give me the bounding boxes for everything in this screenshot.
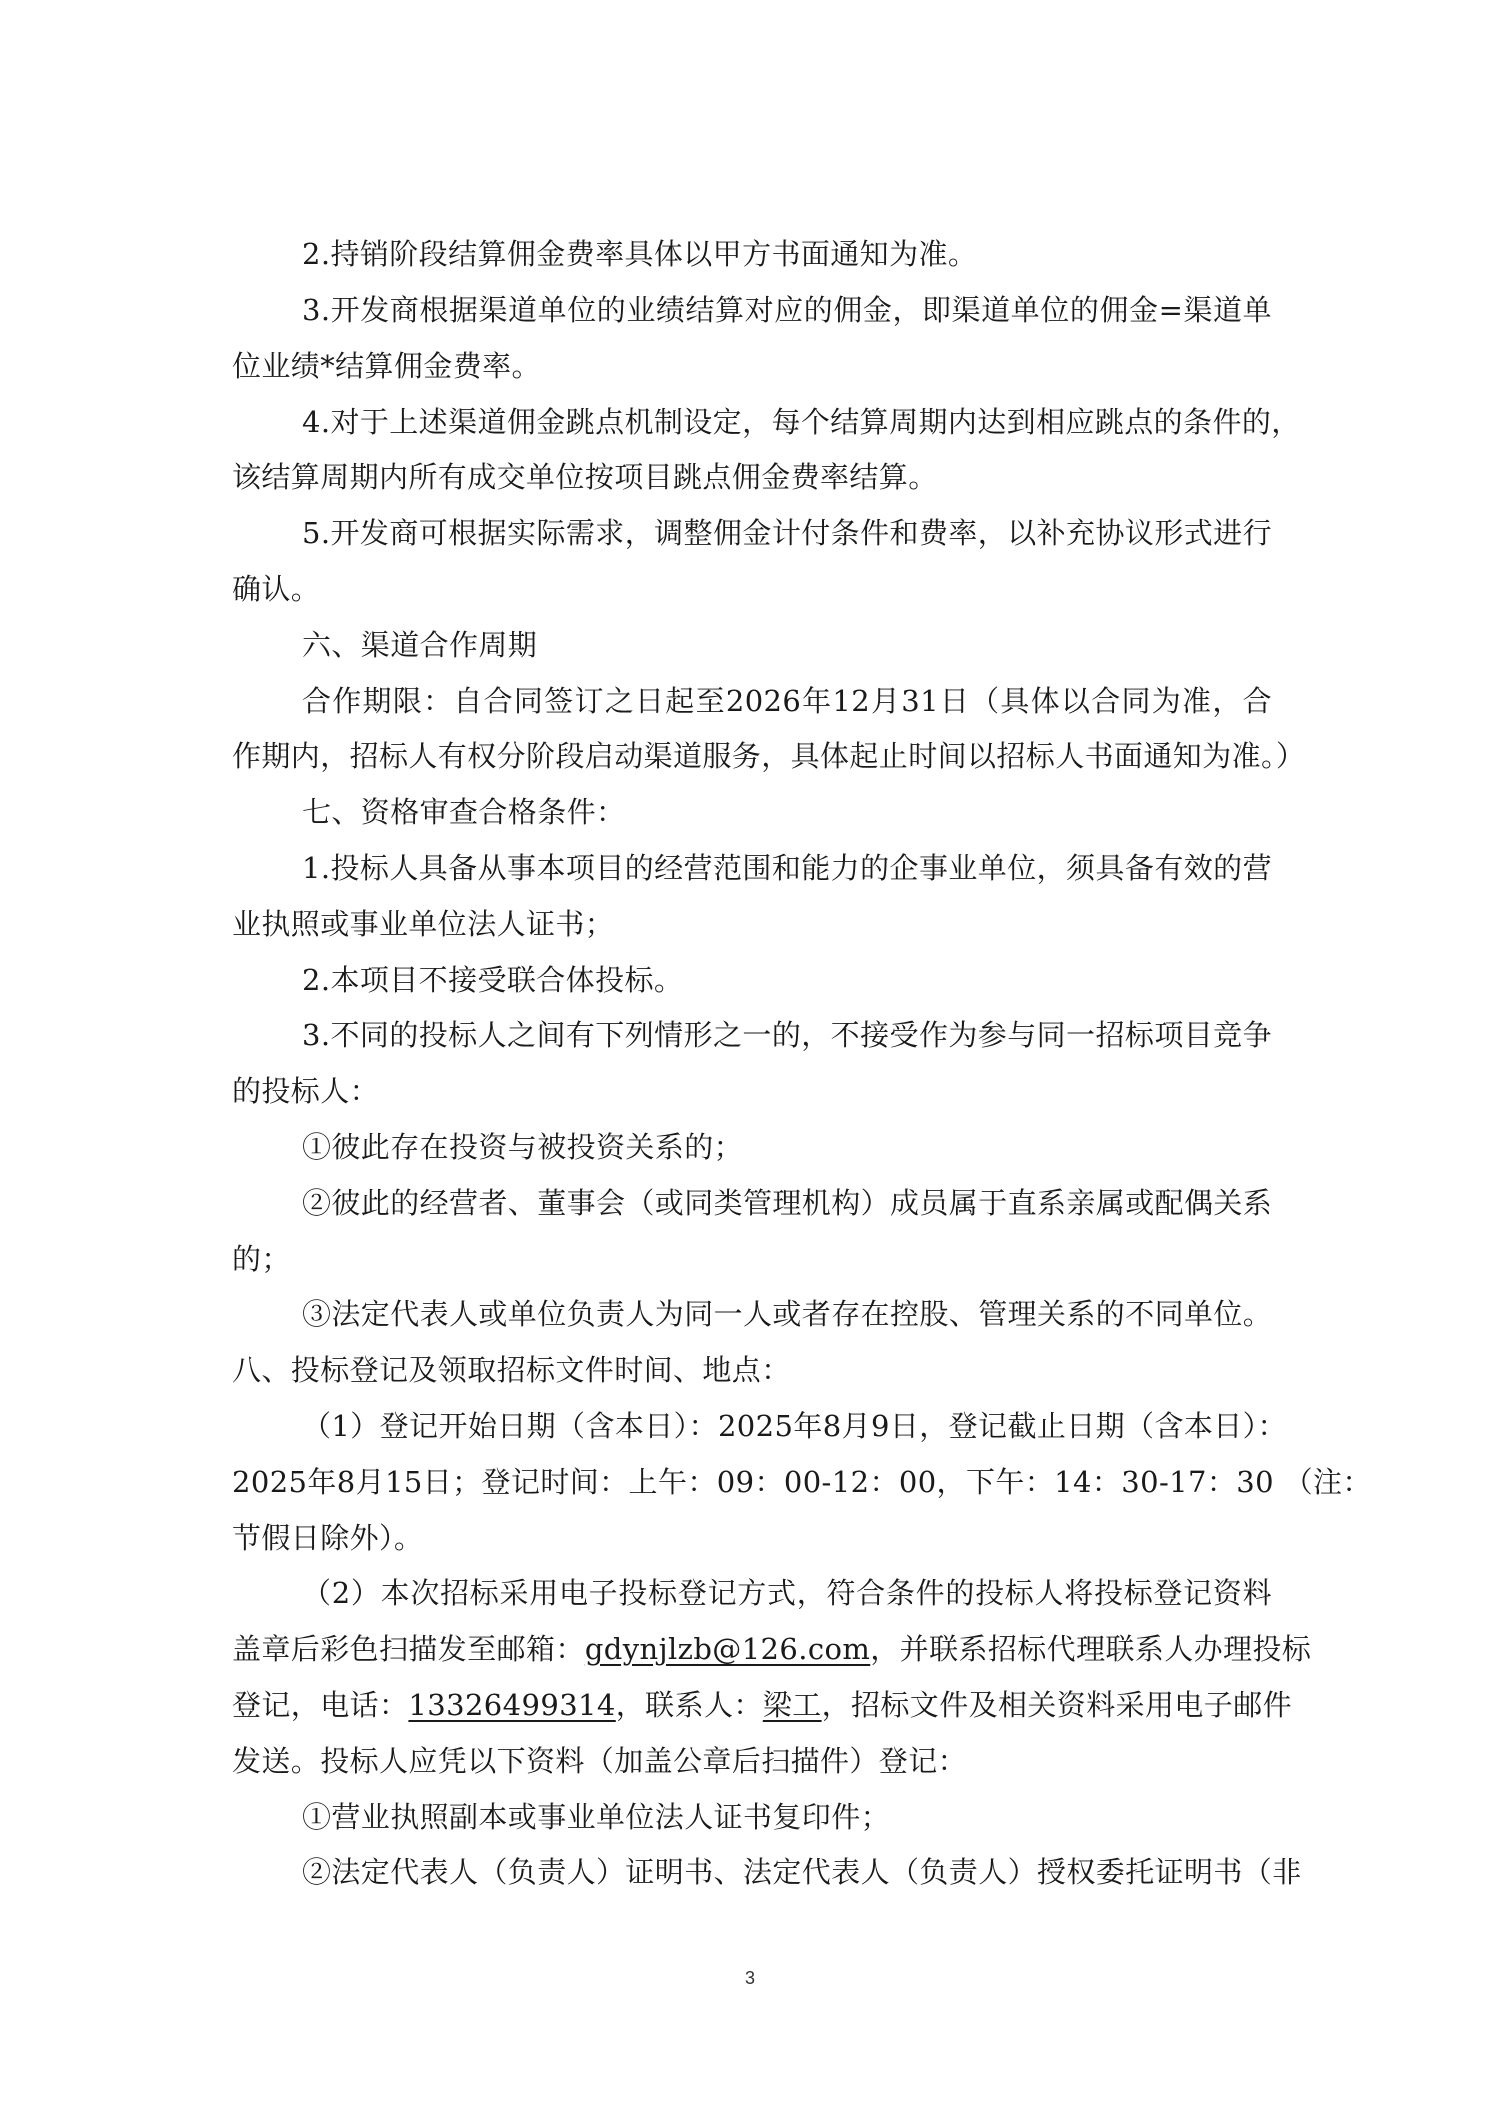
section-heading: 八、投标登记及领取招标文件时间、地点：: [232, 1353, 791, 1387]
paragraph-line: 节假日除外）。: [232, 1521, 424, 1555]
phone-number[interactable]: 13326499314: [408, 1688, 616, 1722]
contact-label: ，联系人：: [615, 1688, 763, 1722]
paragraph-line: 2025年8月15日；登记时间：上午：09：00-12：00，下午：14：30-17：30 （注：: [232, 1465, 1372, 1499]
paragraph-line: 3.开发商根据渠道单位的业绩结算对应的佣金，即渠道单位的佣金=渠道单: [302, 293, 1272, 327]
paragraph-line: 位业绩*结算佣金费率。: [232, 349, 541, 383]
list-item: ①彼此存在投资与被投资关系的；: [302, 1130, 744, 1164]
contact-email-line: [232, 1632, 1312, 1666]
email-suffix: ，并联系招标代理联系人办理投标: [870, 1632, 1312, 1666]
section-heading: 七、资格审查合格条件：: [302, 795, 626, 829]
paragraph-line: 2.持销阶段结算佣金费率具体以甲方书面通知为准。: [302, 237, 978, 271]
email-link[interactable]: gdynjlzb@126.com: [584, 1632, 871, 1666]
paragraph-line: 的投标人：: [232, 1074, 380, 1108]
paragraph-line: （2）本次招标采用电子投标登记方式，符合条件的投标人将投标登记资料: [302, 1576, 1272, 1610]
paragraph-line: 业执照或事业单位法人证书；: [232, 907, 615, 941]
list-item: ③法定代表人或单位负责人为同一人或者存在控股、管理关系的不同单位。: [302, 1297, 1273, 1331]
paragraph-line: 的；: [232, 1242, 291, 1276]
paragraph-line: 1.投标人具备从事本项目的经营范围和能力的企事业单位，须具备有效的营: [302, 851, 1272, 885]
email-prefix: 盖章后彩色扫描发至邮箱：: [232, 1632, 585, 1666]
paragraph-line: 5.开发商可根据实际需求，调整佣金计付条件和费率，以补充协议形式进行: [302, 516, 1272, 550]
paragraph-line: 作期内，招标人有权分阶段启动渠道服务，具体起止时间以招标人书面通知为准。）: [232, 739, 1306, 773]
list-item: ②彼此的经营者、董事会（或同类管理机构）成员属于直系亲属或配偶关系: [302, 1186, 1273, 1220]
paragraph-line: 确认。: [232, 572, 321, 606]
paragraph-line: 3.不同的投标人之间有下列情形之一的，不接受作为参与同一招标项目竞争: [302, 1018, 1272, 1052]
page-number: 3: [744, 1968, 755, 1988]
list-item: ②法定代表人（负责人）证明书、法定代表人（负责人）授权委托证明书（非: [302, 1855, 1302, 1889]
paragraph-line: （1）登记开始日期（含本日）：2025年8月9日，登记截止日期（含本日）：: [302, 1409, 1287, 1443]
phone-prefix: 登记，电话：: [232, 1688, 409, 1722]
paragraph-line: 该结算周期内所有成交单位按项目跳点佣金费率结算。: [232, 460, 938, 494]
section-heading: 六、渠道合作周期: [302, 628, 538, 662]
phone-suffix: ，招标文件及相关资料采用电子邮件: [821, 1688, 1292, 1722]
paragraph-line: 发送。投标人应凭以下资料（加盖公章后扫描件）登记：: [232, 1744, 968, 1778]
contact-person: 梁工: [762, 1688, 822, 1722]
list-item: ①营业执照副本或事业单位法人证书复印件；: [302, 1800, 891, 1834]
contact-phone-line: [232, 1688, 1292, 1722]
paragraph-line: 合作期限：自合同签订之日起至2026年12月31日（具体以合同为准，合: [302, 684, 1272, 718]
paragraph-line: 4.对于上述渠道佣金跳点机制设定，每个结算周期内达到相应跳点的条件的，: [302, 405, 1301, 439]
paragraph-line: 2.本项目不接受联合体投标。: [302, 963, 684, 997]
